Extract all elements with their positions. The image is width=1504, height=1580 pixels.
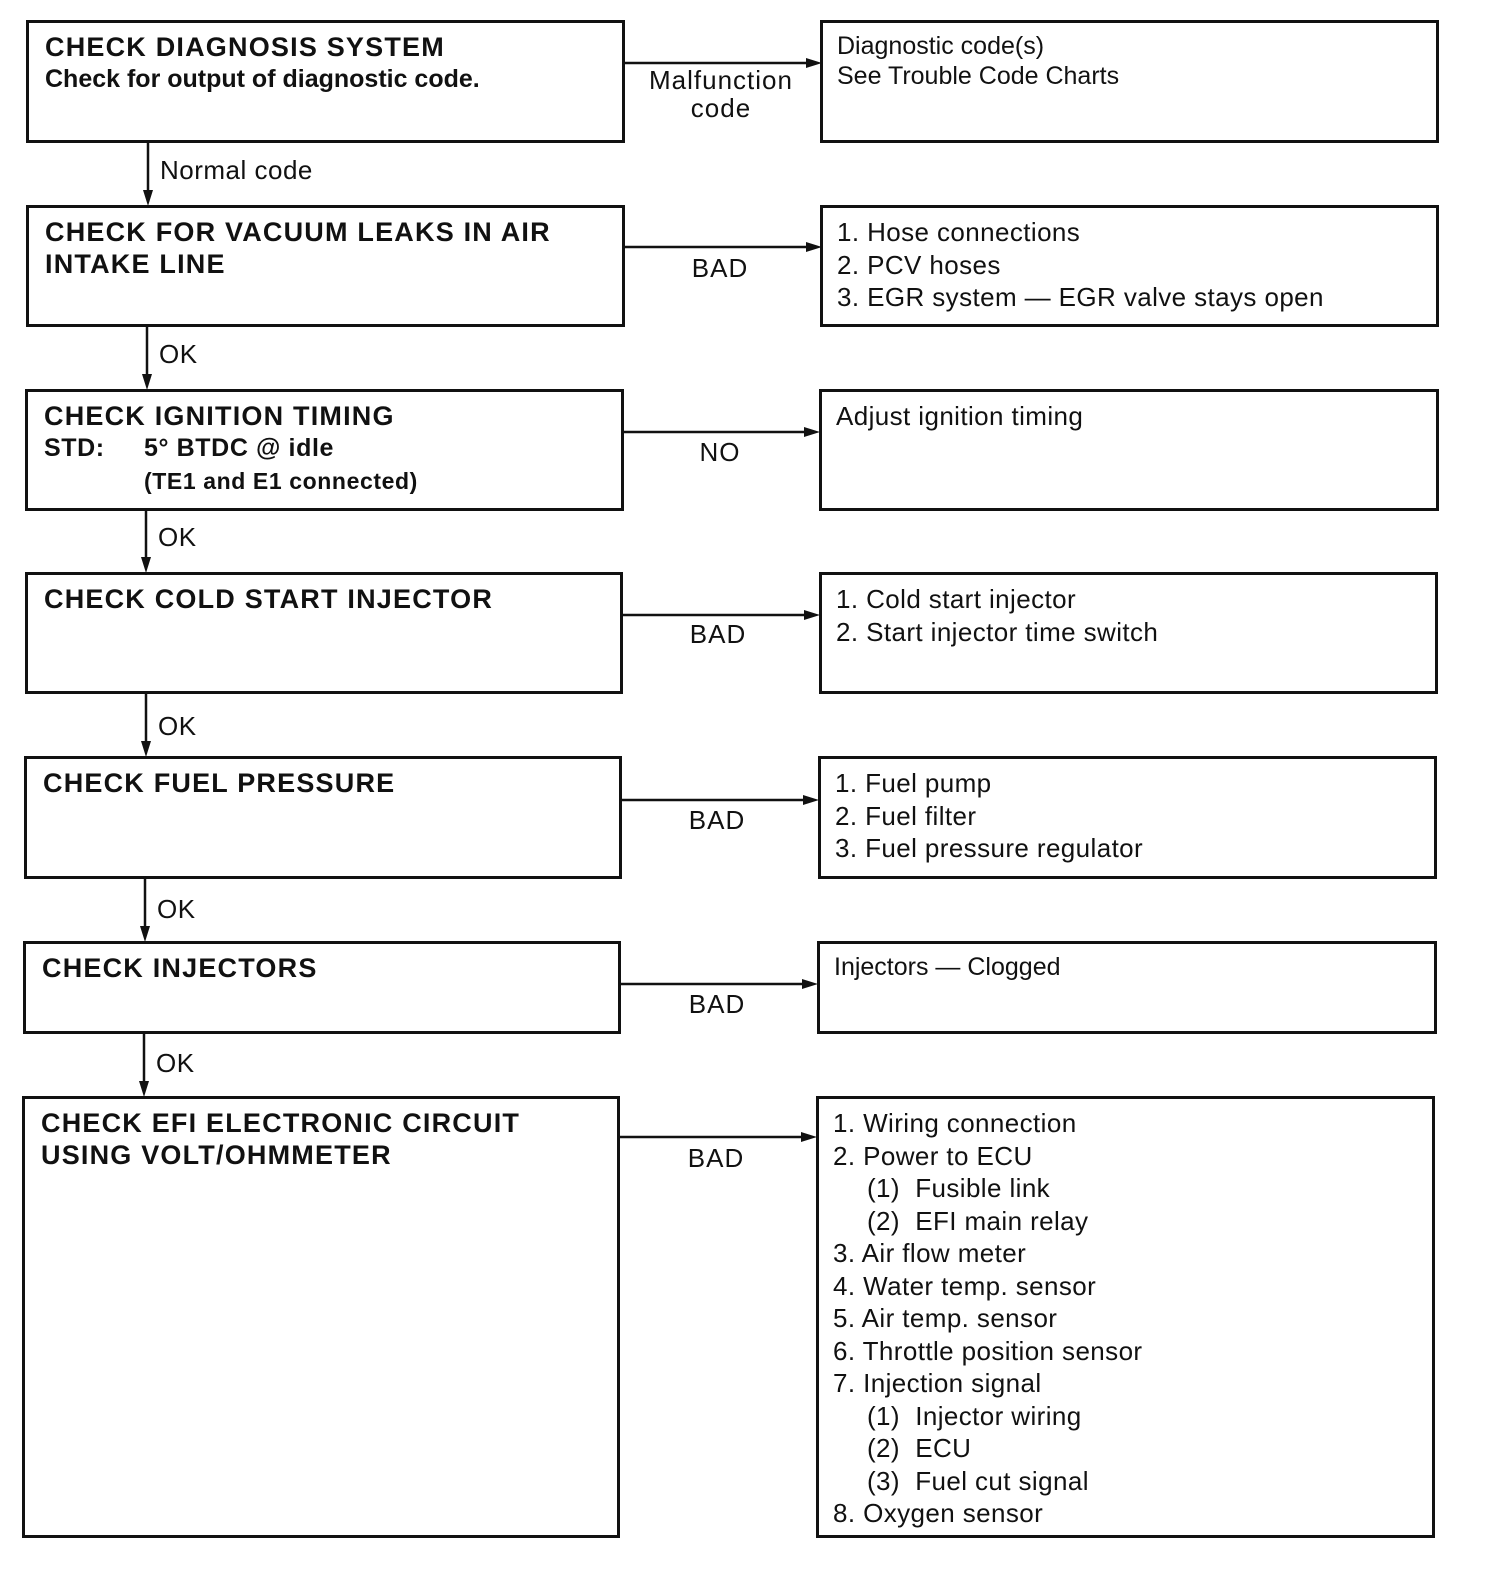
arrowhead-right-6 [802,979,818,989]
result-sub-line: (3) Fuel cut signal [867,1465,1089,1496]
down-label-ok: OK [156,1048,195,1078]
result-sub-line: (1) Injector wiring [867,1400,1082,1431]
arrowhead-right-7 [801,1132,817,1142]
step-box-check-cold-start-injector [25,572,623,694]
branch-label-bad: BAD [688,989,746,1019]
branch-label-bad: BAD [689,619,747,649]
step-title: CHECK FOR VACUUM LEAKS IN AIR INTAKE LINE [45,217,551,279]
branch-label-malfunction-code: Malfunction code [649,65,793,123]
result-box-cold-start-injector [819,572,1438,694]
step-title: CHECK DIAGNOSIS SYSTEM [45,32,445,62]
result-box-vacuum-leaks [820,205,1439,327]
step-box-check-vacuum-leaks [26,205,625,327]
branch-label-bad: BAD [691,253,749,283]
down-label-ok: OK [157,894,196,924]
down-label-ok: OK [159,339,198,369]
down-label-ok: OK [158,522,197,552]
timing-spec [44,432,607,498]
result-line: 1. Fuel pump [835,768,992,798]
arrowhead-right-3 [804,427,820,437]
arrowhead-down-3 [141,557,151,573]
result-line: 1. Wiring connection [833,1108,1077,1138]
result-box-efi-circuit [816,1096,1435,1538]
step-box-check-fuel-pressure [24,756,622,879]
result-line: 1. Cold start injector [836,584,1077,614]
step-title: CHECK COLD START INJECTOR [44,584,494,614]
result-line: Adjust ignition timing [836,401,1084,431]
result-line: 7. Injection signal [833,1368,1042,1398]
arrowhead-down-5 [140,926,150,942]
step-title: CHECK IGNITION TIMING [44,401,395,431]
result-line: 2. Power to ECU [833,1140,1033,1171]
result-line: 8. Oxygen sensor [833,1498,1044,1528]
result-line: 5. Air temp. sensor [833,1303,1058,1333]
result-line: Diagnostic code(s) [837,32,1045,60]
result-line: 2. Fuel filter [835,800,977,831]
step-box-check-injectors [23,941,621,1034]
step-detail: Check for output of diagnostic code. [45,65,480,93]
branch-label-no: NO [699,437,741,467]
std-label: STD: [44,434,105,462]
result-sub-line: (2) EFI main relay [867,1205,1089,1236]
result-line: Injectors — Clogged [834,953,1061,981]
down-label-ok: OK [158,711,197,741]
step-box-check-diagnosis-system [26,20,625,143]
arrowhead-down-1 [143,190,153,206]
result-box-fuel-pressure [818,756,1437,879]
result-line: 4. Water temp. sensor [833,1270,1097,1301]
arrowhead-down-6 [139,1081,149,1097]
result-line: 3. Air flow meter [833,1238,1027,1268]
step-box-check-efi-circuit [22,1096,620,1538]
result-box-injectors [817,941,1437,1034]
down-label-normal-code: Normal code [160,155,313,185]
result-line: 6. Throttle position sensor [833,1335,1143,1366]
result-box-diagnostic-codes [820,20,1439,143]
result-line: 3. EGR system — EGR valve stays open [837,282,1324,312]
step-title: CHECK EFI ELECTRONIC CIRCUIT USING VOLT/OHMMETER [41,1108,521,1170]
arrowhead-down-2 [142,374,152,390]
result-line: 1. Hose connections [837,217,1081,247]
result-line: 3. Fuel pressure regulator [835,833,1144,863]
arrowhead-down-4 [141,741,151,757]
result-line: See Trouble Code Charts [837,62,1120,90]
result-line: 2. PCV hoses [837,249,1001,280]
arrowhead-right-4 [804,610,820,620]
step-title: CHECK FUEL PRESSURE [43,768,396,798]
step-title: CHECK INJECTORS [42,953,318,983]
step-box-check-ignition-timing [25,389,624,511]
branch-label-bad: BAD [688,805,746,835]
arrowhead-right-5 [803,795,819,805]
branch-label-bad: BAD [687,1143,745,1173]
std-value: 5° BTDC @ idle [144,434,335,462]
result-box-adjust-timing [819,389,1439,511]
result-sub-line: (2) ECU [867,1433,972,1463]
std-condition: (TE1 and E1 connected) [144,468,418,494]
result-sub-line: (1) Fusible link [867,1173,1051,1203]
result-line: 2. Start injector time switch [836,616,1159,647]
